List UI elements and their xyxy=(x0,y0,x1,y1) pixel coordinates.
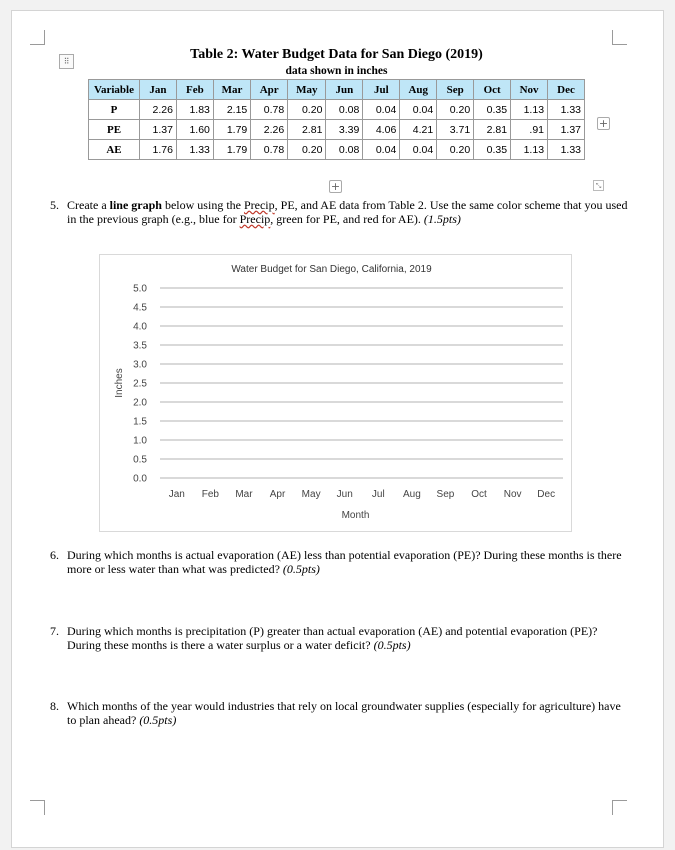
table-cell: 1.33 xyxy=(548,140,585,160)
table-cell: 2.26 xyxy=(251,120,288,140)
table-cell: 1.37 xyxy=(548,120,585,140)
y-tick-label: 3.5 xyxy=(133,340,147,352)
question-text-part: below using the xyxy=(161,198,244,212)
question-6 xyxy=(50,548,630,576)
month-header: Jun xyxy=(326,80,363,100)
table-cell: 0.20 xyxy=(437,100,474,120)
question-7 xyxy=(50,624,630,652)
table-cell: 4.21 xyxy=(400,120,437,140)
table-cell: 1.83 xyxy=(176,100,213,120)
table-cell: 2.15 xyxy=(213,100,250,120)
table-cell: 0.20 xyxy=(437,140,474,160)
spellcheck-word[interactable]: Precip xyxy=(243,198,275,212)
table-cell: 0.08 xyxy=(326,100,363,120)
table-cell: 4.06 xyxy=(363,120,400,140)
y-tick-label: 0.5 xyxy=(133,454,147,466)
table-cell: 2.26 xyxy=(140,100,177,120)
table-move-handle-icon[interactable]: ⠿ xyxy=(59,54,74,69)
month-header: Aug xyxy=(400,80,437,100)
y-tick-label: 4.0 xyxy=(133,321,147,333)
y-axis-label: Inches xyxy=(114,368,125,398)
table-subtitle: data shown in inches xyxy=(285,65,388,77)
table-cell: 1.33 xyxy=(548,100,585,120)
y-tick-label: 5.0 xyxy=(133,283,147,295)
table-cell: 0.04 xyxy=(400,100,437,120)
question-text-part: During which months is precipitation (P) greater than actual evaporation (AE) and potential evaporation (PE)? During these months is there a water surplus or a water deficit? xyxy=(67,624,598,652)
month-header: Nov xyxy=(511,80,548,100)
x-tick-label: Nov xyxy=(503,489,522,500)
y-tick-label: 3.0 xyxy=(133,359,147,371)
question-points: (0.5pts) xyxy=(373,638,411,652)
table-cell: 0.20 xyxy=(288,140,326,160)
crop-mark-top-left xyxy=(30,30,45,45)
question-text-part: , PE, and AE data from Table 2. Use the same color scheme that you used in the previous graph (e.g., blue for xyxy=(67,198,628,226)
question-number: 7. xyxy=(50,624,59,638)
table-cell: 0.78 xyxy=(251,140,288,160)
table-cell: 0.35 xyxy=(474,140,511,160)
table-header-row xyxy=(89,80,585,100)
table-cell: 3.71 xyxy=(437,120,474,140)
table-title: Table 2: Water Budget Data for San Diego (2019) xyxy=(190,47,483,62)
question-text-part: During which months is actual evaporation (AE) less than potential evaporation (PE)? During these months is there more or less water than what was predicted? xyxy=(67,548,622,576)
crop-mark-top-right xyxy=(612,30,627,45)
x-tick-label: Sep xyxy=(436,489,455,500)
month-header: Oct xyxy=(474,80,511,100)
x-axis-label: Month xyxy=(341,510,370,521)
question-text xyxy=(67,198,630,226)
question-5 xyxy=(50,198,630,226)
table-cell: 2.81 xyxy=(288,120,326,140)
question-number: 8. xyxy=(50,699,59,713)
table-cell: 1.79 xyxy=(213,140,250,160)
table-cell: 0.20 xyxy=(288,100,326,120)
x-tick-label: Dec xyxy=(537,489,556,500)
table-cell: 0.04 xyxy=(363,140,400,160)
question-text xyxy=(67,624,630,652)
table-cell: 1.33 xyxy=(176,140,213,160)
question-text-part: Which months of the year would industries that rely on local groundwater supplies (especially for agriculture) have to plan ahead? xyxy=(67,699,621,727)
question-text xyxy=(67,548,630,576)
table-row xyxy=(89,140,585,160)
table-cell: .91 xyxy=(511,120,548,140)
add-column-button[interactable]: + xyxy=(598,117,609,130)
row-label: P xyxy=(89,100,140,120)
table-cell: 0.35 xyxy=(474,100,511,120)
line-chart xyxy=(100,255,571,531)
question-text-part: Create a xyxy=(67,198,110,212)
add-row-button[interactable]: + xyxy=(330,180,341,193)
y-tick-label: 2.0 xyxy=(133,397,147,409)
month-header: Mar xyxy=(213,80,250,100)
month-header: Sep xyxy=(437,80,474,100)
question-number: 6. xyxy=(50,548,59,562)
chart-title: Water Budget for San Diego, California, 2019 xyxy=(231,264,432,275)
crop-mark-bottom-left xyxy=(30,800,45,815)
x-tick-label: Mar xyxy=(235,489,253,500)
table-cell: 0.04 xyxy=(400,140,437,160)
crop-mark-bottom-right xyxy=(612,800,627,815)
table-cell: 2.81 xyxy=(474,120,511,140)
y-tick-label: 4.5 xyxy=(133,302,147,314)
question-8 xyxy=(50,699,630,727)
question-points: (0.5pts) xyxy=(282,562,320,576)
table-cell: 1.13 xyxy=(511,100,548,120)
month-header: Feb xyxy=(176,80,213,100)
x-tick-label: Apr xyxy=(269,489,286,500)
x-tick-label: Aug xyxy=(402,489,421,500)
question-points: (1.5pts) xyxy=(423,212,461,226)
table-row xyxy=(89,100,585,120)
table-cell: 1.37 xyxy=(140,120,177,140)
question-bold-text: line graph xyxy=(109,198,162,212)
x-tick-label: Jul xyxy=(371,489,385,500)
spellcheck-word[interactable]: Precip xyxy=(239,212,271,226)
month-header: Dec xyxy=(548,80,585,100)
table-cell: 1.76 xyxy=(140,140,177,160)
table-resize-handle-icon[interactable]: ⤡ xyxy=(593,180,604,191)
month-header: Apr xyxy=(251,80,288,100)
table-cell: 3.39 xyxy=(326,120,363,140)
question-text-part: , green for PE, and red for AE). xyxy=(270,212,424,226)
y-tick-label: 1.5 xyxy=(133,416,147,428)
table-cell: 1.13 xyxy=(511,140,548,160)
water-budget-table xyxy=(88,79,585,160)
x-tick-label: May xyxy=(301,489,321,500)
chart-container[interactable] xyxy=(99,254,572,532)
x-tick-label: Oct xyxy=(471,489,487,500)
table-row xyxy=(89,120,585,140)
table-cell: 1.60 xyxy=(176,120,213,140)
table-cell: 0.78 xyxy=(251,100,288,120)
table-cell: 0.08 xyxy=(326,140,363,160)
question-points: (0.5pts) xyxy=(139,713,177,727)
table-cell: 1.79 xyxy=(213,120,250,140)
question-text xyxy=(67,699,630,727)
y-tick-label: 1.0 xyxy=(133,435,147,447)
month-header: Jul xyxy=(363,80,400,100)
x-tick-label: Jun xyxy=(336,489,353,500)
x-tick-label: Jan xyxy=(168,489,185,500)
row-label: AE xyxy=(89,140,140,160)
question-number: 5. xyxy=(50,198,59,212)
y-tick-label: 0.0 xyxy=(133,473,147,485)
month-header: May xyxy=(288,80,326,100)
y-tick-label: 2.5 xyxy=(133,378,147,390)
month-header: Jan xyxy=(140,80,177,100)
row-label: PE xyxy=(89,120,140,140)
x-tick-label: Feb xyxy=(201,489,219,500)
table-corner-header: Variable xyxy=(89,80,140,100)
table-cell: 0.04 xyxy=(363,100,400,120)
